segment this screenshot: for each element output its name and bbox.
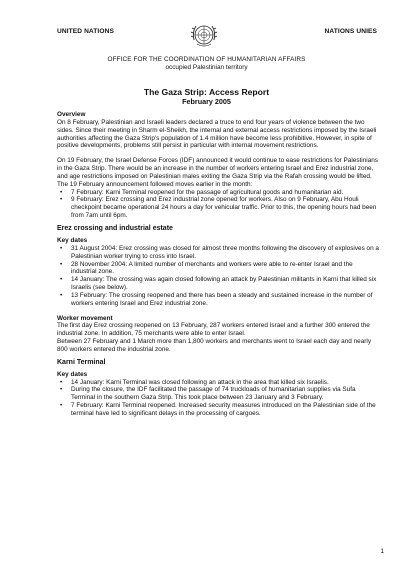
worker-movement-heading: Worker movement: [57, 314, 113, 322]
overview-paragraph-1: On 8 February, Palestinian and Israeli leaders declared a truce to end four years of violence between the two sides. Since their meeting in Sharm el-Sheikh, the internal and external access restrictions imposed by the Israeli authorities affecting the Gaza Strip's population of 1.4 million have become less prohibitive. However, in spite of positive developments, problems still persist in particular with internal movement restrictions.: [57, 118, 377, 150]
overview-paragraph-2: On 19 February, the Israel Defense Forces (IDF) announced it would continue to ease restrictions for Palestinians in the Gaza Strip. There would be an increase in the number of workers entering Israel and Erez industrial zone, and age restrictions imposed on Palestinian males exiting the Gaza Strip via the Rafah crossing would be lifted.: [57, 157, 378, 180]
list-item: • 13 February: The crossing reopened and there has been a steady and sustained increase in the number of workers entering Israel and Erez industrial zone.: [57, 292, 379, 308]
header-right: NATIONS UNIES: [324, 28, 377, 35]
org-territory: occupied Palestinian territory: [165, 64, 248, 71]
list-item: • 14 January: The crossing was again closed following an attack by Palestinian militants in Karni that killed six Israelis (see below).: [57, 276, 379, 292]
list-item: • 28 November 2004: A limited number of merchants and workers were able to re-enter Israel and the industrial zone.: [57, 261, 379, 277]
document-subtitle: February 2005: [182, 97, 231, 106]
erez-section-heading: Erez crossing and industrial estate: [57, 224, 173, 232]
list-item: • 14 January: Karni Terminal was closed following an attack in the area that killed six Israelis.: [57, 379, 379, 387]
overview-paragraph-3: The 19 February announcement followed moves earlier in the month:: [57, 180, 253, 188]
page-number: 1: [380, 548, 384, 555]
document-body: [57, 111, 379, 418]
worker-movement-paragraph-1: The first day Erez crossing reopened on 13 February, 287 workers entered Israel and a further 300 entered the industrial zone. In addition, 75 merchants were able to enter Israel.: [57, 322, 370, 338]
list-item: • 7 February: Karni Terminal reopened for the passage of agricultural goods and humanitarian aid.: [57, 189, 379, 197]
erez-bullet-list: [57, 245, 379, 308]
karni-key-dates-heading: Key dates: [57, 370, 88, 378]
list-item: • 7 February: Karni Terminal reopened. Increased security measures introduced on the Palestinian side of the terminal have led to significant delays in the processing of cargoes.: [57, 402, 379, 418]
erez-key-dates-heading: Key dates: [57, 236, 88, 244]
document-title: The Gaza Strip: Access Report: [143, 87, 270, 97]
list-item: • 31 August 2004: Erez crossing was closed for almost three months following the discovery of explosives on a Palestinian worker trying to cross into Israel.: [57, 245, 379, 261]
karni-bullet-list: [57, 379, 379, 418]
list-item: • During the closure, the IDF facilitated the passage of 74 truckloads of humanitarian supplies via Sufa Terminal in the southern Gaza Strip. This took place between 23 January and 3 February.: [57, 386, 379, 402]
header-left: UNITED NATIONS: [57, 28, 114, 35]
list-item: • 9 February: Erez crossing and Erez industrial zone opened for workers. Also on 9 February, Abu Houli checkpoint became operational 24 hours a day for vehicular traffic. Prior to this, the opening hours had been from 7am until 6pm.: [57, 196, 379, 220]
worker-movement-paragraph-2: Between 27 February and 1 March more than 1,800 workers and merchants went to Israel each day and nearly 800 workers entered the industrial zone.: [57, 338, 372, 353]
org-name: OFFICE FOR THE COORDINATION OF HUMANITARIAN AFFAIRS: [107, 56, 306, 63]
overview-bullet-list: [57, 189, 379, 220]
un-emblem-icon: [186, 18, 222, 54]
overview-heading: Overview: [57, 111, 86, 118]
karni-section-heading: Karni Terminal: [57, 358, 106, 366]
